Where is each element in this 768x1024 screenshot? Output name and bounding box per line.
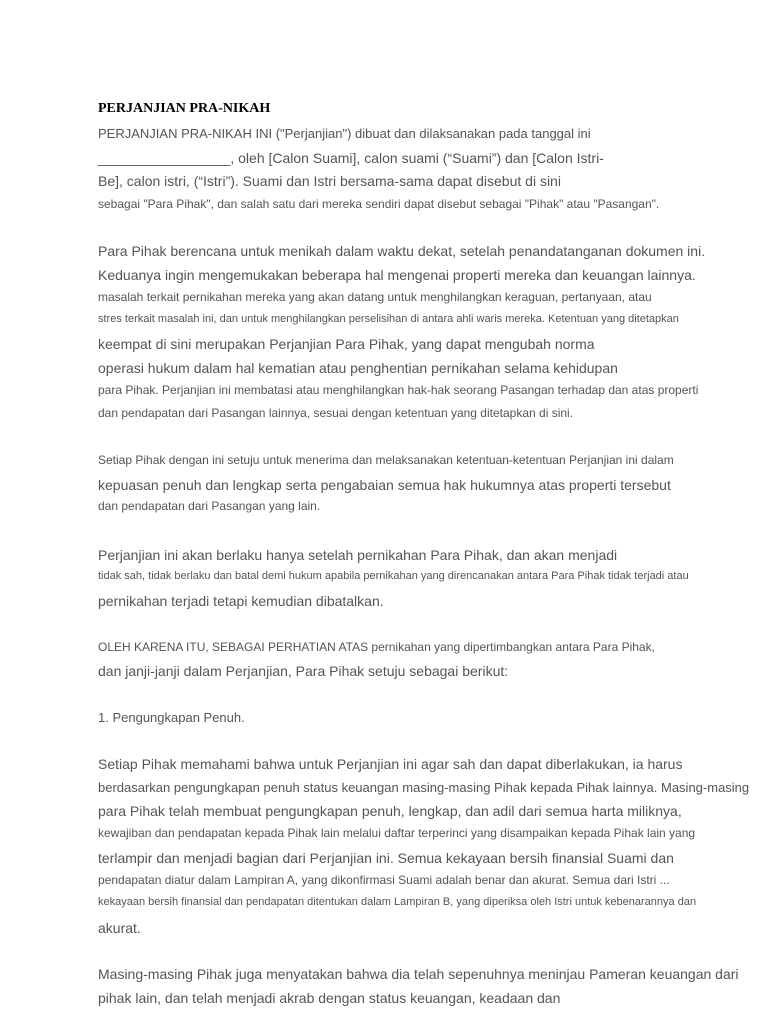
text-line: pernikahan terjadi tetapi kemudian dibatalkan. [98, 593, 384, 609]
text-line: terlampir dan menjadi bagian dari Perjanjian ini. Semua kekayaan bersih finansial Suami dan [98, 850, 674, 866]
text-line: _________________, oleh [Calon Suami], calon suami (“Suami”) dan [Calon Istri- [98, 150, 604, 166]
text-line: dan pendapatan dari Pasangan lainnya, sesuai dengan ketentuan yang ditetapkan di sini. [98, 406, 574, 420]
text-line: operasi hukum dalam hal kematian atau penghentian pernikahan selama kehidupan [98, 360, 618, 376]
text-line: tidak sah, tidak berlaku dan batal demi hukum apabila pernikahan yang direncanakan antara Para Pihak tidak terjadi atau [98, 570, 689, 582]
text-line: berdasarkan pengungkapan penuh status keuangan masing-masing Pihak kepada Pihak lainnya. Masing-masing [98, 780, 750, 795]
text-line: Keduanya ingin mengemukakan beberapa hal mengenai properti mereka dan keuangan lainnya. [98, 267, 696, 283]
text-line: stres terkait masalah ini, dan untuk menghilangkan perselisihan di antara ahli waris mereka. Ketentuan yang ditetapkan [98, 313, 679, 325]
text-line: kewajiban dan pendapatan kepada Pihak lain melalui daftar terperinci yang disampaikan kepada Pihak lain yang [98, 826, 696, 840]
document-title: PERJANJIAN PRA-NIKAH [98, 101, 271, 116]
text-line: keempat di sini merupakan Perjanjian Para Pihak, yang dapat mengubah norma [98, 336, 595, 352]
text-line: Setiap Pihak dengan ini setuju untuk menerima dan melaksanakan ketentuan-ketentuan Perjanjian ini dalam [98, 453, 674, 467]
text-line: OLEH KARENA ITU, SEBAGAI PERHATIAN ATAS pernikahan yang dipertimbangkan antara Para Pihak, [98, 640, 655, 654]
text-line: dan pendapatan dari Pasangan yang lain. [98, 499, 321, 513]
text-line: Masing-masing Pihak juga menyatakan bahwa dia telah sepenuhnya meninjau Pameran keuangan dari [98, 966, 739, 982]
text-line: para Pihak. Perjanjian ini membatasi atau menghilangkan hak-hak seorang Pasangan terhadap dan atas properti [98, 383, 699, 397]
text-line: para Pihak telah membuat pengungkapan penuh, lengkap, dan adil dari semua harta miliknya, [98, 803, 682, 819]
text-line: kekayaan bersih finansial dan pendapatan ditentukan dalam Lampiran B, yang diperiksa oleh Istri untuk kebenarannya dan [98, 896, 697, 908]
text-line: sebagai "Para Pihak", dan salah satu dari mereka sendiri dapat disebut sebagai "Pihak" atau "Pasangan". [98, 197, 660, 211]
text-line: Be], calon istri, (“Istri”). Suami dan Istri bersama-sama dapat disebut di sini [98, 173, 561, 189]
text-line: Perjanjian ini akan berlaku hanya setelah pernikahan Para Pihak, dan akan menjadi [98, 547, 618, 563]
text-line: Setiap Pihak memahami bahwa untuk Perjanjian ini agar sah dan dapat diberlakukan, ia harus [98, 756, 683, 772]
text-line: akurat. [98, 920, 141, 936]
text-line: PERJANJIAN PRA-NIKAH INI ("Perjanjian") dibuat dan dilaksanakan pada tanggal ini [98, 126, 591, 141]
text-line: pendapatan diatur dalam Lampiran A, yang dikonfirmasi Suami adalah benar dan akurat. Semua dari Istri ... [98, 873, 670, 887]
text-line: kepuasan penuh dan lengkap serta pengabaian semua hak hukumnya atas properti tersebut [98, 477, 671, 493]
section-heading: 1. Pengungkapan Penuh. [98, 710, 245, 725]
text-line: Para Pihak berencana untuk menikah dalam waktu dekat, setelah penandatanganan dokumen ini. [98, 243, 706, 259]
text-line: masalah terkait pernikahan mereka yang akan datang untuk menghilangkan keraguan, pertanyaan, atau [98, 290, 652, 304]
text-line: pihak lain, dan telah menjadi akrab dengan status keuangan, keadaan dan [98, 990, 561, 1006]
text-line: dan janji-janji dalam Perjanjian, Para Pihak setuju sebagai berikut: [98, 663, 509, 679]
